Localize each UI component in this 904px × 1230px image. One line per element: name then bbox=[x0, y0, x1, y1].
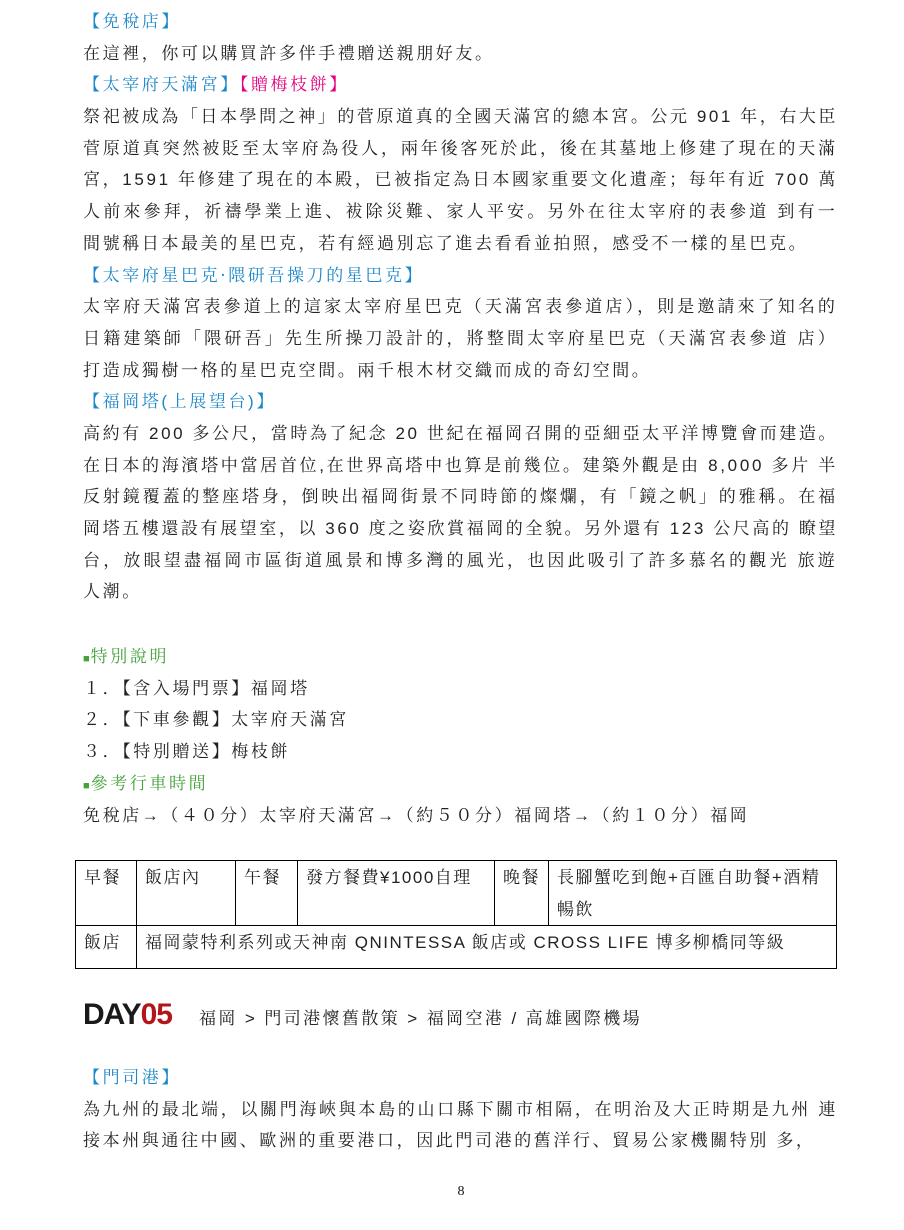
gift-heading: 【贈梅枝餅】 bbox=[239, 75, 349, 95]
section-heading: 【門司港】 bbox=[83, 1068, 181, 1087]
hotel-value: 福岡蒙特利系列或天神南 QNINTESSA 飯店或 CROSS LIFE 博多柳橋同等級 bbox=[137, 926, 837, 969]
section-special-notes bbox=[83, 641, 838, 768]
page-number: 8 bbox=[457, 1184, 465, 1199]
paragraph-line: 祭祀被成為「日本學問之神」的菅原道真的全國天滿宮的總本宮。公元 901 年，右大臣 bbox=[83, 107, 838, 127]
section-drive-time bbox=[83, 768, 838, 831]
day-number: 05 bbox=[140, 998, 172, 1031]
paragraph-line: 接本州與通往中國、歐洲的重要港口，因此門司港的舊洋行、貿易公家機關特別 多， bbox=[83, 1131, 816, 1151]
section-heading: 【免稅店】 bbox=[83, 12, 181, 31]
drive-time-route: 免稅店→（４０分）太宰府天滿宮→（約５０分）福岡塔→（約１０分）福岡 bbox=[83, 805, 750, 825]
paragraph-line: 間號稱日本最美的星巴克，若有經過別忘了進去看看並拍照，感受不一樣的星巴克。 bbox=[83, 233, 809, 253]
section-fukuoka-tower bbox=[83, 386, 838, 608]
paragraph-line: 在日本的海濱塔中當居首位,在世界高塔中也算是前幾位。建築外觀是由 8,000 多片 半 bbox=[83, 455, 838, 475]
dinner-value: 長腳蟹吃到飽+百匯自助餐+酒精暢飲 bbox=[549, 861, 837, 926]
paragraph-line: 菅原道真突然被貶至太宰府為役人，兩年後客死於此，後在其墓地上修建了現在的天滿 bbox=[83, 138, 838, 158]
paragraph-line: 岡塔五樓還設有展望室，以 360 度之姿欣賞福岡的全貌。另外還有 123 公尺高的 瞭望 bbox=[83, 519, 838, 538]
section-dazaifu-starbucks bbox=[83, 260, 838, 387]
breakfast-value: 飯店內 bbox=[137, 861, 236, 926]
paragraph-line: 人前來參拜，祈禱學業上進、袚除災難、家人平安。另外在往太宰府的表參道 到有一 bbox=[83, 202, 838, 222]
day-05-section bbox=[83, 995, 838, 1157]
paragraph-line: 高約有 200 多公尺，當時為了紀念 20 世紀在福岡召開的亞細亞太平洋博覽會而建造。 bbox=[83, 423, 838, 443]
dinner-label: 晚餐 bbox=[495, 861, 549, 926]
section-heading: 【福岡塔(上展望台)】 bbox=[83, 392, 276, 412]
paragraph-line: 在這裡，你可以購買許多伴手禮贈送親朋好友。 bbox=[83, 43, 495, 63]
special-notes-heading bbox=[83, 641, 838, 673]
square-bullet-icon: ■ bbox=[83, 653, 90, 666]
section-heading: 【太宰府天滿宮】 bbox=[83, 75, 240, 95]
paragraph-line: 打造成獨樹一格的星巴克空間。兩千根木材交織而成的奇幻空間。 bbox=[83, 360, 652, 380]
special-notes-title: 特別說明 bbox=[90, 647, 170, 667]
square-bullet-icon: ■ bbox=[83, 779, 90, 792]
day-prefix: DAY bbox=[83, 998, 141, 1031]
paragraph-line: 為九州的最北端，以關門海峽與本島的山口縣下關市相隔，在明治及大正時期是九州 連 bbox=[83, 1099, 838, 1119]
list-item: １．【含入場門票】福岡塔 bbox=[83, 678, 310, 698]
section-mojiko bbox=[83, 1062, 838, 1157]
lunch-value: 發方餐費¥1000自理 bbox=[298, 861, 495, 926]
day-route: 福岡 > 門司港懷舊散策 > 福岡空港 / 高雄國際機場 bbox=[198, 1009, 643, 1028]
document-page-content bbox=[83, 6, 838, 831]
list-item: ３．【特別贈送】梅枝餅 bbox=[83, 742, 291, 762]
paragraph-line: 人潮。 bbox=[83, 582, 142, 602]
section-heading: 【太宰府星巴克‧隈研吾操刀的星巴克】 bbox=[83, 265, 425, 285]
list-item: ２．【下車參觀】太宰府天滿宮 bbox=[83, 710, 349, 730]
drive-time-heading bbox=[83, 768, 838, 800]
day-heading bbox=[83, 995, 838, 1035]
meal-row bbox=[76, 861, 837, 926]
paragraph-line: 台，放眼望盡福岡市區街道風景和博多灣的風光，也因此吸引了許多慕名的觀光 旅遊 bbox=[83, 550, 838, 570]
meal-hotel-table bbox=[75, 860, 837, 969]
hotel-label: 飯店 bbox=[76, 926, 137, 969]
lunch-label: 午餐 bbox=[236, 861, 298, 926]
drive-time-title: 參考行車時間 bbox=[90, 773, 209, 793]
paragraph-line: 日籍建築師「隈研吾」先生所操刀設計的，將整間太宰府星巴克（天滿宮表參道 店） bbox=[83, 328, 838, 348]
blank-spacer bbox=[83, 608, 838, 641]
hotel-row bbox=[76, 926, 837, 969]
breakfast-label: 早餐 bbox=[76, 861, 137, 926]
paragraph-line: 宮，1591 年修建了現在的本殿，已被指定為日本國家重要文化遺產；每年有近 700 萬 bbox=[83, 170, 838, 190]
section-duty-free bbox=[83, 6, 838, 69]
paragraph-line: 太宰府天滿宮表參道上的這家太宰府星巴克（天滿宮表參道店），則是邀請來了知名的 bbox=[83, 297, 838, 317]
section-dazaifu-tenmangu bbox=[83, 69, 838, 259]
paragraph-line: 反射鏡覆蓋的整座塔身，倒映出福岡街景不同時節的燦爛，有「鏡之帆」的雅稱。在福 bbox=[83, 487, 838, 507]
section-heading-row bbox=[83, 69, 838, 101]
